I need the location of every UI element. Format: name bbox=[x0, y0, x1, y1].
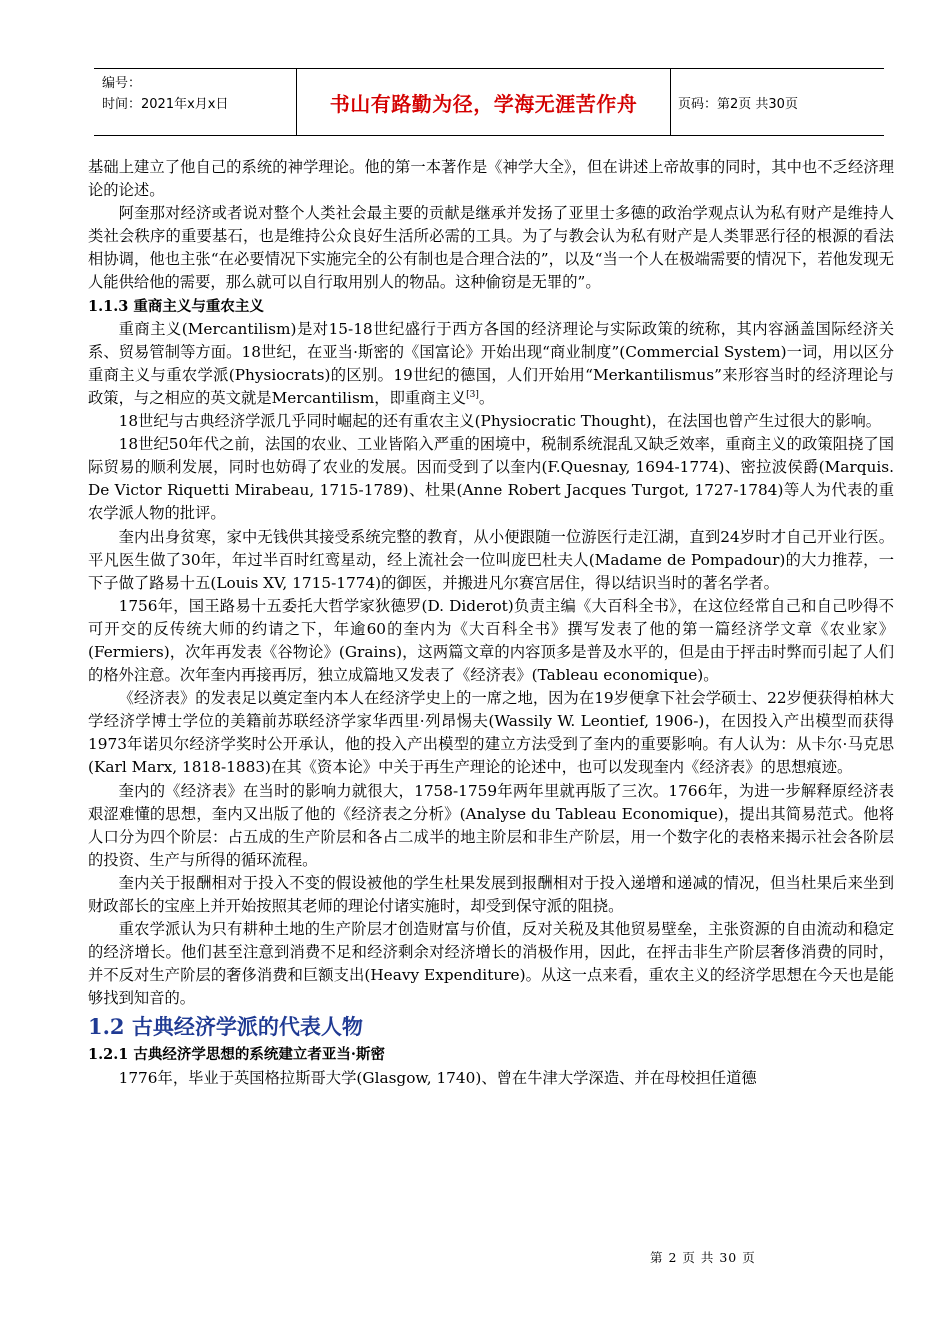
paragraph: 18世纪与古典经济学派几乎同时崛起的还有重农主义(Physiocratic Thought)，在法国也曾产生过很大的影响。 bbox=[118, 412, 882, 431]
paragraph: 1776年，毕业于英国格拉斯哥大学(Glasgow, 1740)、曾在牛津大学深造、并在母校担任道德 bbox=[118, 1068, 757, 1087]
paragraph: 重农学派认为只有耕种土地的生产阶层才创造财富与价值，反对关税及其他贸易壁垒，主张资源的自由流动和稳定的经济增长。他们甚至注意到消费不足和经济剩余对经济增长的消极作用，因此，在抨击非生产阶层奢侈消费的同时，并不反对生产阶层的奢侈消费和巨额支出(Heavy Expenditure)。从这一点来看，重农主义的经济学思想在今天也是能够找到知音的。 bbox=[88, 920, 894, 1008]
section-heading-1-1-3: 1.1.3 重商主义与重农主义 bbox=[88, 297, 264, 315]
paragraph: 奎内出身贫寒，家中无钱供其接受系统完整的教育，从小便跟随一位游医行走江湖，直到24岁时才自己开业行医。平凡医生做了30年，年过半百时红鸾星动，经上流社会一位叫庞巴杜夫人(Madame de Pompadour)的大力推荐，一下子做了路易十五(Louis XV, 1715-1774)的御医，并搬进凡尔赛宫居住，得以结识当时的著名学者。 bbox=[88, 527, 894, 592]
paragraph: 奎内关于报酬相对于投入不变的假设被他的学生杜果发展到报酬相对于投入递增和递减的情况，但当杜果后来坐到财政部长的宝座上并开始按照其老师的理论付诸实施时，却受到保守派的阻挠。 bbox=[88, 873, 894, 915]
header-page-number: 页码：第2页 共30页 bbox=[678, 97, 798, 112]
page-footer: 第 2 页 共 30 页 bbox=[650, 1250, 756, 1265]
paragraph-text: 重商主义(Mercantilism)是对15-18世纪盛行于西方各国的经济理论与实际政策的统称，其内容涵盖国际经济关系、贸易管制等方面。18世纪，在亚当·斯密的《国富论》开始出现“商业制度”(Commercial System)一词，用以区分重商主义与重农学派(Physiocrats)的区别。19世纪的德国，人们开始用“Merkantilismus”来形容当时的经济理论与政策，与之相应的英文就是Mercantilism，即重商主义 bbox=[88, 319, 894, 407]
paragraph: 1756年，国王路易十五委托大哲学家狄德罗(D. Diderot)负责主编《大百科全书》，在这位经常自己和自己吵得不可开交的反传统大师的约请之下，年逾60的奎内为《大百科全书》撰写发表了他的第一篇经济学文章《农业家》(Fermiers)，次年再发表《谷物论》(Grains)，这两篇文章的内容顶多是普及水平的，但是由于抨击时弊而引起了人们的格外注意。次年奎内再接再厉，独立成篇地又发表了《经济表》(Tableau economique)。 bbox=[88, 596, 894, 685]
section-heading-1-2: 1.2 古典经济学派的代表人物 bbox=[88, 1014, 363, 1040]
document-body bbox=[88, 156, 894, 1090]
date-label: 时间：2021年x月x日 bbox=[102, 97, 229, 112]
paragraph-end: 。 bbox=[478, 388, 495, 407]
section-heading-1-2-1: 1.2.1 古典经济学思想的系统建立者亚当·斯密 bbox=[88, 1046, 385, 1064]
serial-number-label: 编号： bbox=[102, 76, 142, 91]
paragraph bbox=[88, 318, 894, 410]
citation-ref[interactable]: [3] bbox=[466, 389, 479, 400]
header-info bbox=[102, 73, 297, 115]
paragraph: 基础上建立了他自己的系统的神学理论。他的第一本著作是《神学大全》，但在讲述上帝故事的同时，其中也不乏经济理论的论述。 bbox=[88, 158, 894, 200]
paragraph: 18世纪50年代之前，法国的农业、工业皆陷入严重的困境中，税制系统混乱又缺乏效率，重商主义的政策阻挠了国际贸易的顺利发展，同时也妨碍了农业的发展。因而受到了以奎内(F.Quesnay, 1694-1774)、密拉波侯爵(Marquis. De Victor Riquetti Mirabeau, 1715-1789)、杜果(Anne Robert Jacques Turgot, 1727-1784)等人为代表的重农学派人物的批评。 bbox=[88, 435, 894, 523]
paragraph: 《经济表》的发表足以奠定奎内本人在经济学史上的一席之地，因为在19岁便拿下社会学硕士、22岁便获得柏林大学经济学博士学位的美籍前苏联经济学家华西里·列昂惕夫(Wassily W. Leontief, 1906-)，在因投入产出模型而获得1973年诺贝尔经济学奖时公开承认，他的投入产出模型的建立方法受到了奎内的重要影响。有人认为：从卡尔·马克思(Karl Marx, 1818-1883)在其《资本论》中关于再生产理论的论述中，也可以发现奎内《经济表》的思想痕迹。 bbox=[88, 689, 894, 777]
paragraph: 阿奎那对经济或者说对整个人类社会最主要的贡献是继承并发扬了亚里士多德的政治学观点认为私有财产是维持人类社会秩序的重要基石，也是维持公众良好生活所必需的工具。为了与教会认为私有财产是人类罪恶行径的根源的看法相协调，他也主张“在必要情况下实施完全的公有制也是合理合法的”，以及“当一个人在极端需要的情况下，若他发现无人能供给他的需要，那么就可以自行取用别人的物品。这种偷窃是无罪的”。 bbox=[88, 204, 894, 292]
paragraph: 奎内的《经济表》在当时的影响力就很大，1758-1759年两年里就再版了三次。1766年，为进一步解释原经济表艰涩难懂的思想，奎内又出版了他的《经济表之分析》(Analyse du Tableau Economique)，提出其简易范式。他将人口分为四个阶层：占五成的生产阶层和各占二成半的地主阶层和非生产阶层，用一个数字化的表格来揭示社会各阶层的投资、生产与所得的循环流程。 bbox=[88, 781, 894, 869]
header-motto: 书山有路勤为径，学海无涯苦作舟 bbox=[329, 91, 638, 116]
page-header bbox=[94, 68, 884, 136]
header-motto-cell bbox=[296, 69, 671, 135]
